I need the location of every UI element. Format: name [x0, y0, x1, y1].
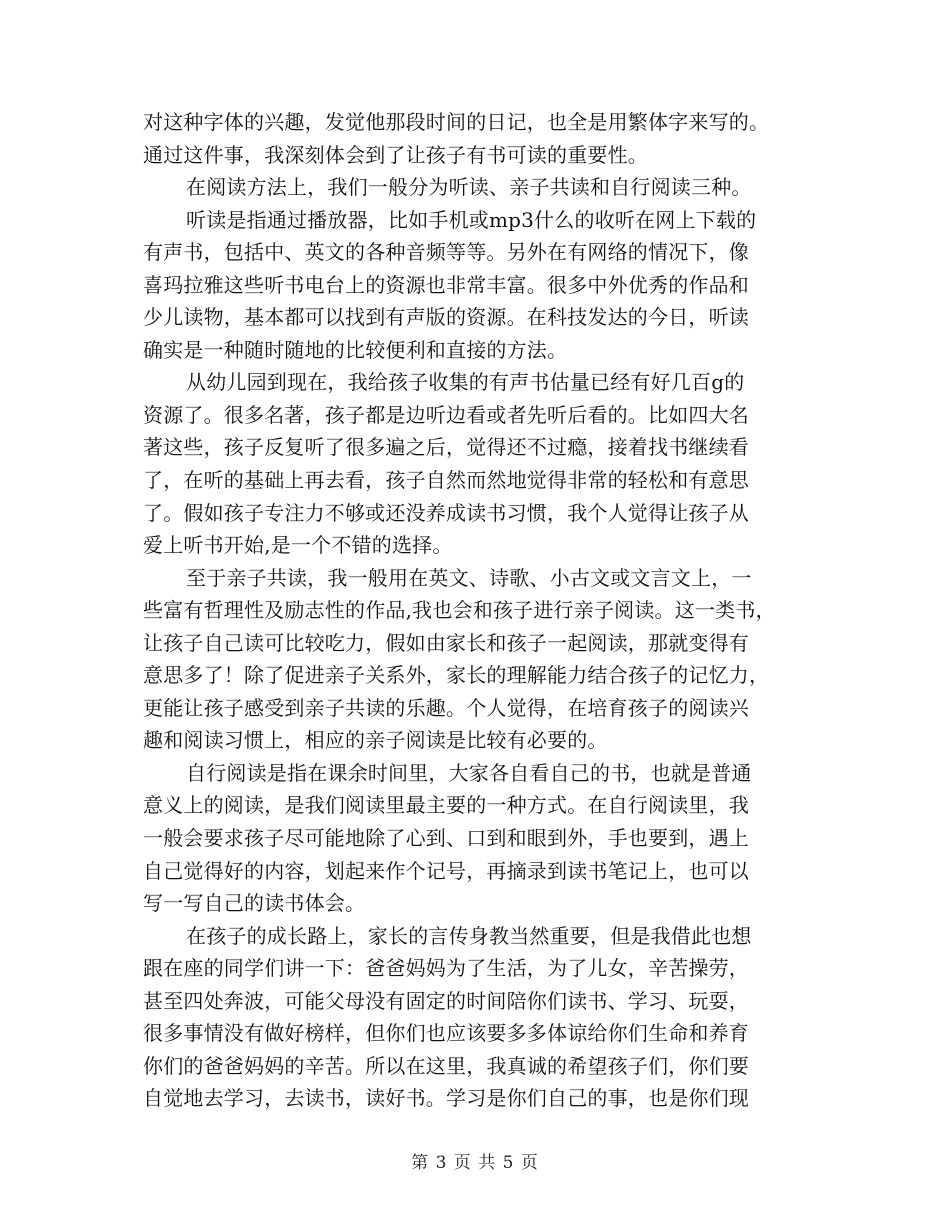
- text-line: 有声书，包括中、英文的各种音频等等。另外在有网络的情况下，像: [143, 240, 749, 265]
- text-line: 少儿读物，基本都可以找到有声版的资源。在科技发达的今日，听读: [143, 305, 749, 330]
- page-number-footer: 第 3 页 共 5 页: [411, 1153, 539, 1173]
- text-line: 喜玛拉雅这些听书电台上的资源也非常丰富。很多中外优秀的作品和: [143, 272, 749, 297]
- text-line: 爱上听书开始,是一个不错的选择。: [143, 533, 453, 558]
- text-line: 对这种字体的兴趣，发觉他那段时间的日记，也全是用繁体字来写的。: [143, 110, 770, 134]
- document-body: [143, 106, 813, 1115]
- paragraph-start-line: 听读是指通过播放器，比如手机或mp3什么的收听在网上下载的: [186, 207, 757, 232]
- text-line: 跟在座的同学们讲一下：爸爸妈妈为了生活，为了儿女，辛苦操劳，: [143, 956, 749, 981]
- text-line: 一般会要求孩子尽可能地除了心到、口到和眼到外，手也要到，遇上: [143, 826, 749, 851]
- text-line: 通过这件事，我深刻体会到了让孩子有书可读的重要性。: [143, 142, 648, 167]
- paragraph-start-line: 在阅读方法上，我们一般分为听读、亲子共读和自行阅读三种。: [186, 175, 752, 200]
- text-line: 更能让孩子感受到亲子共读的乐趣。个人觉得，在培育孩子的阅读兴: [143, 695, 749, 720]
- text-line: 趣和阅读习惯上，相应的亲子阅读是比较有必要的。: [143, 728, 608, 753]
- text-line: 了，在听的基础上再去看，孩子自然而然地觉得非常的轻松和有意思: [143, 468, 749, 493]
- text-line: 自己觉得好的内容，划起来作个记号，再摘录到读书笔记上，也可以: [143, 858, 749, 883]
- text-line: 让孩子自己读可比较吃力，假如由家长和孩子一起阅读，那就变得有: [143, 630, 749, 655]
- text-line: 写一写自己的读书体会。: [143, 891, 366, 916]
- text-line: 些富有哲理性及励志性的作品,我也会和孩子进行亲子阅读。这一类书，: [143, 598, 776, 623]
- text-line: 确实是一种随时随地的比较便利和直接的方法。: [143, 337, 568, 362]
- text-line: 甚至四处奔波，可能父母没有固定的时间陪你们读书、学习、玩耍，: [143, 988, 749, 1013]
- text-line: 意义上的阅读，是我们阅读里最主要的一种方式。在自行阅读里，我: [143, 793, 749, 818]
- text-line: 自觉地去学习，去读书，读好书。学习是你们自己的事，也是你们现: [143, 1086, 749, 1111]
- text-line: 资源了。很多名著，孩子都是边听边看或者先听后看的。比如四大名: [143, 402, 749, 427]
- text-line: 著这些，孩子反复听了很多遍之后，觉得还不过瘾，接着找书继续看: [143, 435, 749, 460]
- text-line: 很多事情没有做好榜样，但你们也应该要多多体谅给你们生命和养育: [143, 1021, 749, 1046]
- paragraph-start-line: 在孩子的成长路上，家长的言传身教当然重要，但是我借此也想: [186, 923, 752, 948]
- paragraph-start-line: 至于亲子共读，我一般用在英文、诗歌、小古文或文言文上，一: [186, 565, 752, 590]
- text-line: 意思多了！除了促进亲子关系外，家长的理解能力结合孩子的记忆力，: [143, 663, 770, 688]
- text-line: 你们的爸爸妈妈的辛苦。所以在这里，我真诚的希望孩子们，你们要: [143, 1053, 749, 1078]
- text-line: 了。假如孩子专注力不够或还没养成读书习惯，我个人觉得让孩子从: [143, 500, 749, 525]
- paragraph-start-line: 自行阅读是指在课余时间里，大家各自看自己的书，也就是普通: [186, 760, 752, 785]
- paragraph-start-line: 从幼儿园到现在，我给孩子收集的有声书估量已经有好几百g的: [186, 370, 745, 395]
